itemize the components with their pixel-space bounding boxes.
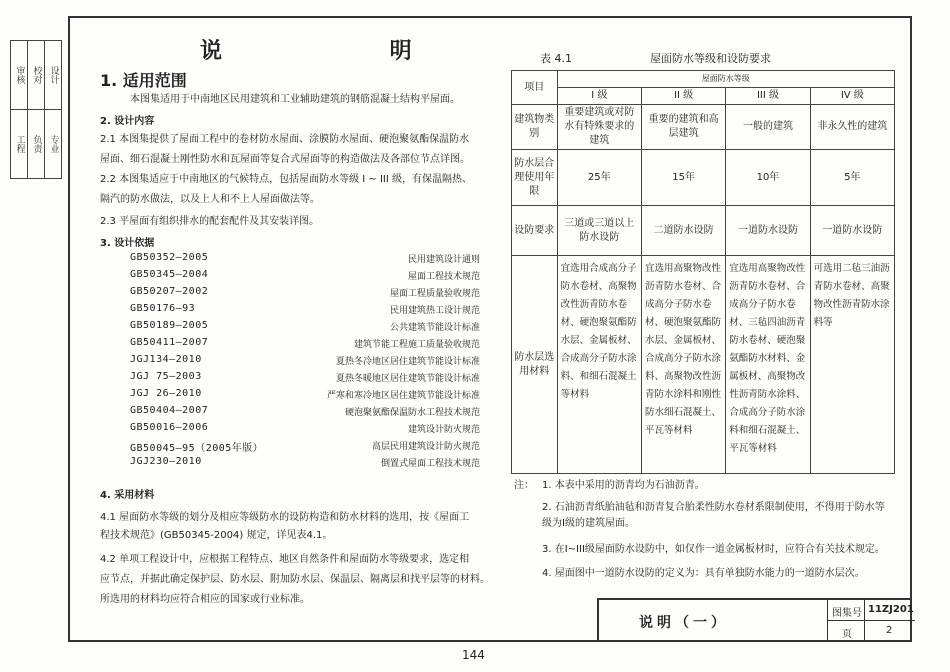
standard-row: JGJ230—2010 倒置式屋面工程技术规范 [130,456,480,469]
standard-row: GB50045—95（2005年版） 高层民用建筑设计防火规范 [130,442,480,454]
standard-row: GB50189—2005 公共建筑节能设计标准 [130,320,480,333]
binding-cell: 校对 [28,41,45,110]
paragraph: 所选用的材料均应符合相应的国家或行业标准。 [100,594,310,605]
row-label: 设防要求 [512,206,558,256]
title-block-grid [827,600,915,642]
page-label: 页 [842,629,852,640]
binding-cell: 工程 [11,110,28,179]
grade-header: III 级 [726,88,810,105]
waterproof-grade-table [511,70,895,474]
table-cell: 三道或三道以上防水设防 [557,206,641,256]
table-cell: 宜选用合成高分子防水卷材、高聚物改性沥青防水卷材、硬泡聚氨酯防水层、金属板材、合成高分子防水涂料、和细石混凝土等材料 [557,256,641,474]
table-cell: 一道防水设防 [726,206,810,256]
atlas-label: 图集号 [832,608,862,619]
standard-row: GB50345—2004 屋面工程技术规范 [130,269,480,282]
standard-row: JGJ 75—2003 夏热冬暖地区居住建筑节能设计标准 [130,371,480,384]
atlas-number: 11ZJ201 [868,604,914,615]
note-item: 1. 本表中采用的沥青均为石油沥青。 [542,480,705,491]
paragraph: 4.2 单项工程设计中，应根据工程特点、地区自然条件和屋面防水等级要求，选定相 [100,554,470,565]
table-cell: 非永久性的建筑 [810,105,894,150]
table-cell: 一般的建筑 [726,105,810,150]
standard-row: GB50404—2007 硬泡聚氨酯保温防水工程技术规范 [130,405,480,418]
standard-row: GB50016—2006 建筑设计防火规范 [130,422,480,435]
table-header: 项目 [512,71,558,105]
standard-row: JGJ 26—2010 严寒和寒冷地区居住建筑节能设计标准 [130,388,480,401]
paragraph: 屋面、细石混凝土刚性防水和瓦屋面等复合式屋面等的构造做法及各部位节点详图。 [100,154,470,165]
paragraph: 隔汽的防水做法，以及上人和不上人屋面做法等。 [100,194,320,205]
standard-row: GB50176—93 民用建筑热工设计规范 [130,303,480,316]
standard-row: GB50411—2007 建筑节能工程施工质量验收规范 [130,337,480,350]
table-cell: 5年 [810,150,894,206]
paragraph: 本图集适用于中南地区民用建筑和工业辅助建筑的钢筋混凝土结构平屋面。 [130,94,460,105]
binding-cell: 审核 [11,41,28,110]
grade-header: IV 级 [810,88,894,105]
table-caption: 屋面防水等级和设防要求 [650,52,771,65]
binding-cell: 负责 [28,110,45,179]
note-item: 2. 石油沥青纸胎油毡和沥青复合胎柔性防水卷材系限制使用，不得用于防水等级为I级的建筑屋面。 [542,502,885,529]
table-cell: 一道防水设防 [810,206,894,256]
note-item: 3. 在I~III级屋面防水设防中，如仅作一道金属板材时，应符合有关技术规定。 [542,544,885,555]
sheet-title: 说明（一） [639,615,729,631]
row-label: 防水层合理使用年限 [512,150,558,206]
section-heading: 1. 适用范围 [100,71,187,90]
paragraph: 2.1 本图集提供了屋面工程中的卷材防水屋面、涂膜防水屋面、硬泡聚氨酯保温防水 [100,134,470,145]
table-cell: 宜选用高聚物改性沥青防水卷材、合成高分子防水卷材、硬泡聚氨酯防水层、金属板材、合成高分子防水涂料、高聚物改性沥青防水涂料和刚性防水细石混凝土、平瓦等材料 [641,256,725,474]
paragraph: 应节点，并据此确定保护层、防水层、附加防水层、保温层、隔离层和找平层等的材料。 [100,574,490,585]
grade-header: II 级 [641,88,725,105]
note-item: 4. 屋面图中一道防水设防的定义为：具有单独防水能力的一道防水层次。 [542,568,865,579]
binding-cell: 设计 [45,41,62,110]
paragraph: 2.2 本图集适应于中南地区的气候特点，包括屋面防水等级 I ~ III 级，有保温隔热、 [100,174,472,185]
table-cell: 15年 [641,150,725,206]
row-label: 建筑物类别 [512,105,558,150]
notes-label: 注： [514,480,534,491]
standard-row: JGJ134—2010 夏热冬冷地区居住建筑节能设计标准 [130,354,480,367]
row-label: 防水层选用材料 [512,256,558,474]
paragraph: 2.3 平屋面有组织排水的配套配件及其安装详图。 [100,216,320,227]
table-cell: 可选用二毡三油沥青防水卷材、高聚物改性沥青防水涂料等 [810,256,894,474]
sheet-page-number: 2 [886,625,893,636]
table-number: 表 4.1 [540,52,572,65]
table-cell: 宜选用高聚物改性沥青防水卷材、合成高分子防水卷材、三毡四油沥青防水卷材、硬泡聚氨酯防水材料、金属板材、高聚物改性沥青防水涂料、合成高分子防水涂料和细石混凝土、平瓦等材料 [726,256,810,474]
grade-header: I 级 [557,88,641,105]
binding-cell: 专业 [45,110,62,179]
table-header: 屋面防水等级 [557,71,894,88]
standard-row: GB50207—2002 屋面工程质量验收规范 [130,286,480,299]
book-page-number: 144 [462,648,485,662]
binding-strip [10,40,68,255]
section-heading: 4. 采用材料 [100,490,155,501]
page-title: 说 明 [200,39,492,64]
table-cell: 二道防水设防 [641,206,725,256]
paragraph: 程技术规范》(GB50345-2004) 规定，详见表4.1。 [100,530,333,541]
table-cell: 25年 [557,150,641,206]
section-heading: 2. 设计内容 [100,116,155,127]
title-block [597,598,912,642]
table-cell: 重要建筑或对防水有特殊要求的建筑 [557,105,641,150]
standard-row: GB50352—2005 民用建筑设计通则 [130,252,480,265]
section-heading: 3. 设计依据 [100,238,155,249]
paragraph: 4.1 屋面防水等级的划分及相应等级防水的设防构造和防水材料的选用，按《屋面工 [100,512,470,523]
table-cell: 重要的建筑和高层建筑 [641,105,725,150]
table-cell: 10年 [726,150,810,206]
